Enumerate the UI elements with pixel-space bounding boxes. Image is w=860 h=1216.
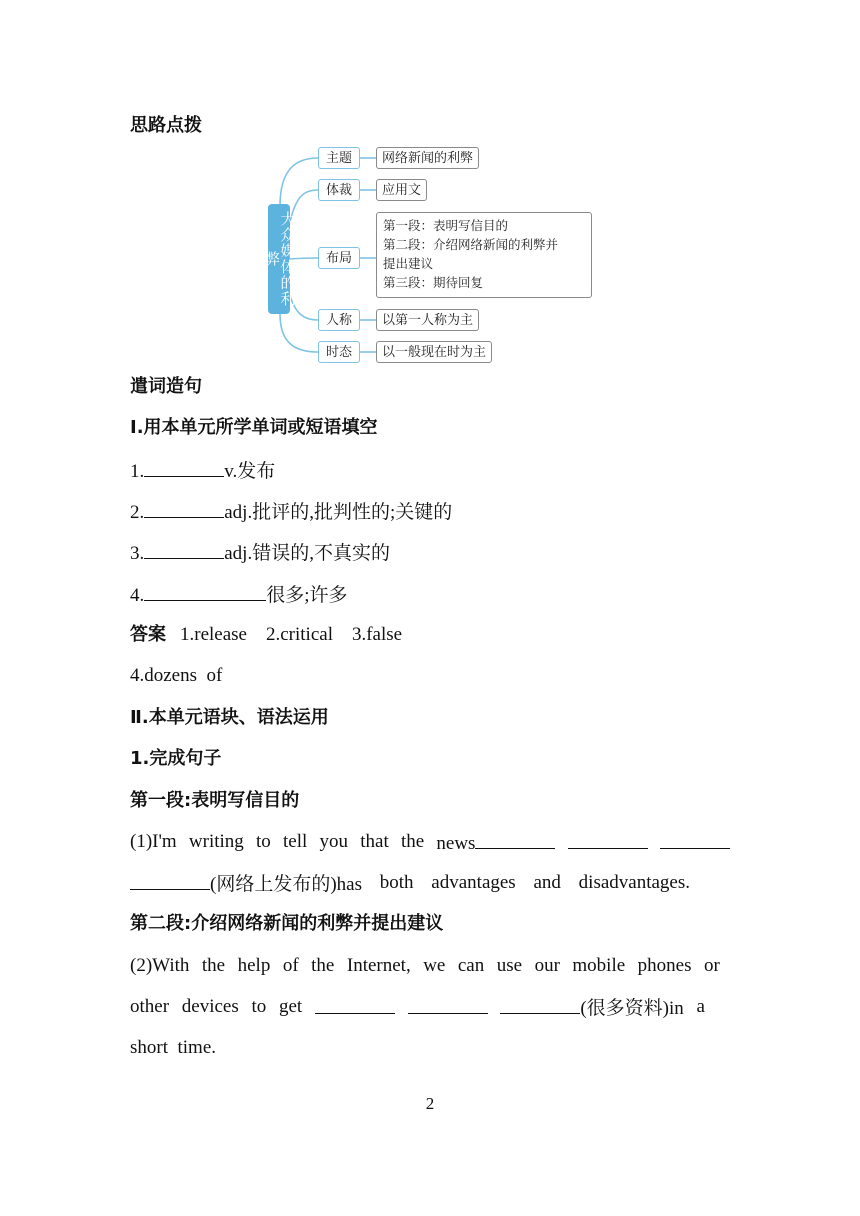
word: the (400, 831, 425, 852)
word: Internet, (346, 955, 411, 976)
item-meaning: v.发布 (224, 461, 276, 482)
sub1-title: 1.完成句子 (130, 748, 222, 769)
word: other (130, 996, 170, 1017)
word: in (669, 998, 684, 1019)
para1-heading: 第一段:表明写信目的 (130, 790, 300, 811)
answer-blank[interactable] (144, 540, 224, 559)
layout-line-4: 第三段：期待回复 (383, 275, 484, 290)
answer-label: 答案 (130, 624, 166, 645)
sentence-2-line-1 (130, 954, 720, 978)
branch-theme-label: 主题 (318, 147, 360, 169)
chinese-hint: (网络上发布的) (210, 874, 337, 895)
word: both (379, 872, 414, 893)
item-number: 1. (130, 461, 145, 482)
answer-blank[interactable] (144, 499, 224, 518)
vocab-item-4 (130, 582, 348, 608)
part2-title: Ⅱ.本单元语块、语法运用 (130, 707, 329, 728)
sentence-2-line-3: short time. (130, 1037, 217, 1058)
word: advantages (431, 872, 516, 893)
item-meaning: adj.错误的,不真实的 (224, 543, 390, 564)
branch-layout-content (376, 212, 592, 298)
word: to (256, 831, 271, 852)
section-heading-thinking: 思路点拨 (130, 115, 202, 136)
branch-genre-content: 应用文 (376, 179, 427, 201)
layout-line-1: 第一段：表明写信目的 (383, 218, 509, 233)
answer-blank[interactable] (144, 458, 224, 477)
word: you (319, 831, 349, 852)
word: the (201, 955, 226, 976)
word: tell (283, 831, 308, 852)
answer-line-1 (130, 623, 402, 647)
word: devices (181, 996, 239, 1017)
sentence-1-line-2 (130, 871, 690, 897)
word: news (436, 833, 476, 854)
answer-text: 1.release 2.critical 3.false (180, 624, 403, 645)
sentence-2-line-2 (130, 995, 705, 1021)
answer-blank[interactable] (500, 995, 580, 1014)
vocab-item-1 (130, 458, 275, 484)
word: phones (637, 955, 692, 976)
word: that (360, 831, 389, 852)
word: writing (188, 831, 244, 852)
layout-line-3: 提出建议 (383, 256, 434, 271)
word: to (251, 996, 267, 1017)
answer-blank[interactable] (408, 995, 488, 1014)
answer-blank[interactable] (144, 582, 266, 601)
branch-genre-label: 体裁 (318, 179, 360, 201)
word: help (237, 955, 271, 976)
branch-layout-label: 布局 (318, 247, 360, 269)
word: (2)With (130, 955, 190, 976)
para2-heading: 第二段:介绍网络新闻的利弊并提出建议 (130, 913, 444, 934)
answer-blank[interactable] (475, 830, 555, 849)
vocab-item-3 (130, 540, 390, 566)
word: the (311, 955, 335, 976)
item-number: 2. (130, 502, 145, 523)
branch-tense-content: 以一般现在时为主 (376, 341, 492, 363)
answer-blank[interactable] (315, 995, 395, 1014)
section-heading-vocab: 遣词造句 (130, 376, 202, 397)
mind-map-root: 大众媒体的利弊 (268, 204, 290, 314)
word: (1)I'm (130, 831, 177, 852)
vocab-item-2 (130, 499, 452, 525)
chinese-hint: (很多资料) (580, 998, 669, 1019)
answer-blank[interactable] (660, 830, 730, 849)
word: use (496, 955, 523, 976)
answer-blank[interactable] (568, 830, 648, 849)
branch-tense-label: 时态 (318, 341, 360, 363)
word: or (704, 955, 720, 976)
word: mobile (572, 955, 626, 976)
word: get (278, 996, 303, 1017)
word: we (423, 955, 446, 976)
branch-person-label: 人称 (318, 309, 360, 331)
word: and (533, 872, 561, 893)
item-number: 3. (130, 543, 145, 564)
word: a (696, 996, 705, 1017)
word: of (282, 955, 299, 976)
answer-blank[interactable] (130, 871, 210, 890)
item-meaning: 很多;许多 (266, 585, 348, 606)
item-number: 4. (130, 585, 145, 606)
answer-line-2: 4.dozens of (130, 665, 223, 686)
branch-theme-content: 网络新闻的利弊 (376, 147, 479, 169)
branch-person-content: 以第一人称为主 (376, 309, 479, 331)
item-meaning: adj.批评的,批判性的;关键的 (224, 502, 453, 523)
word: disadvantages. (578, 872, 690, 893)
part1-title: Ⅰ.用本单元所学单词或短语填空 (130, 417, 378, 438)
page-number: 2 (425, 1094, 435, 1113)
word: can (457, 955, 485, 976)
sentence-1-line-1 (130, 830, 730, 856)
mind-map (263, 144, 596, 366)
word: our (534, 955, 560, 976)
layout-line-2: 第二段：介绍网络新闻的利弊并 (383, 237, 559, 252)
word: has (336, 874, 362, 895)
